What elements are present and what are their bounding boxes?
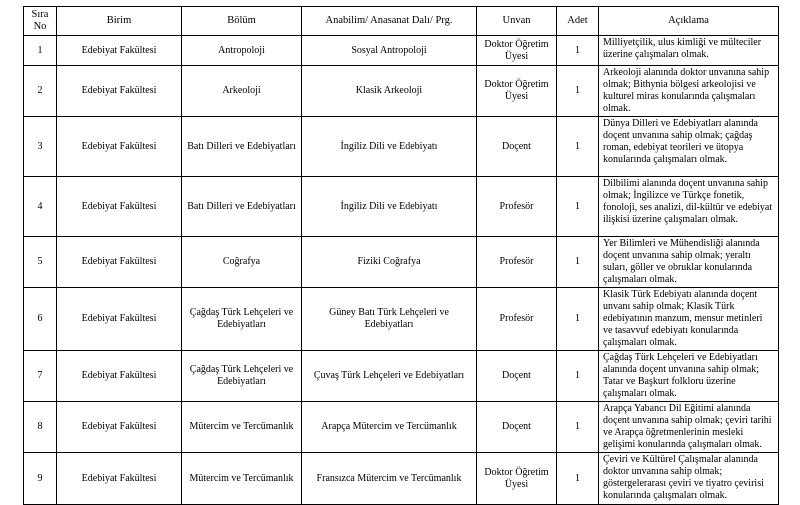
cell-unvan: Doktor Öğretim Üyesi [477, 453, 557, 505]
header-sira: Sıra No [24, 7, 57, 36]
cell-anabilim: Sosyal Antropoloji [302, 36, 477, 66]
cell-aciklama: Dilbilimi alanında doçent unvanına sahip olmak; İngilizce ve Türkçe fonetik, fonoloji, ses analizi, dil-kültür ve edebiyat ilişkisi üzerine çalışmaları olmak. [599, 177, 779, 237]
cell-no: 3 [24, 117, 57, 177]
cell-birim: Edebiyat Fakültesi [57, 117, 182, 177]
cell-aciklama: Yer Bilimleri ve Mühendisliği alanında doçent unvanına sahip olmak; yeraltı suları, göller ve obruklar konularında çalışmaları olmak. [599, 237, 779, 288]
cell-birim: Edebiyat Fakültesi [57, 237, 182, 288]
cell-aciklama: Çeviri ve Kültürel Çalışmalar alanında doktor unvanına sahip olmak; göstergelerarası çeviri ve tiyatro çevirisi konularında çalışmaları olmak. [599, 453, 779, 505]
cell-aciklama: Arapça Yabancı Dil Eğitimi alanında doçent unvanına sahip olmak; çeviri tarihi ve Arapça öğretmenlerinin mesleki gelişimi konularında çalışmaları olmak. [599, 402, 779, 453]
table-row [24, 36, 779, 66]
cell-adet: 1 [557, 351, 599, 402]
header-anabilim: Anabilim/ Anasanat Dalı/ Prg. [302, 7, 477, 36]
cell-anabilim: Klasik Arkeoloji [302, 66, 477, 117]
cell-unvan: Doçent [477, 402, 557, 453]
cell-birim: Edebiyat Fakültesi [57, 36, 182, 66]
cell-aciklama: Çağdaş Türk Lehçeleri ve Edebiyatları alanında doçent unvanına sahip olmak; Tatar ve Başkurt folkloru üzerine çalışmaları olmak. [599, 351, 779, 402]
cell-birim: Edebiyat Fakültesi [57, 288, 182, 351]
table-row [24, 177, 779, 237]
cell-bolum: Mütercim ve Tercümanlık [182, 453, 302, 505]
cell-no: 1 [24, 36, 57, 66]
table-row [24, 288, 779, 351]
cell-aciklama: Arkeoloji alanında doktor unvanına sahip olmak; Bithynia bölgesi arkeolojisi ve kulturel miras konularında çalışmaları olmak. [599, 66, 779, 117]
cell-anabilim: İngiliz Dili ve Edebiyatı [302, 177, 477, 237]
cell-no: 4 [24, 177, 57, 237]
table-row [24, 453, 779, 505]
cell-no: 6 [24, 288, 57, 351]
cell-birim: Edebiyat Fakültesi [57, 177, 182, 237]
table-row [24, 402, 779, 453]
cell-birim: Edebiyat Fakültesi [57, 453, 182, 505]
cell-no: 7 [24, 351, 57, 402]
cell-unvan: Profesör [477, 237, 557, 288]
cell-anabilim: Fransızca Mütercim ve Tercümanlık [302, 453, 477, 505]
cell-bolum: Batı Dilleri ve Edebiyatları [182, 117, 302, 177]
table-row [24, 66, 779, 117]
cell-no: 5 [24, 237, 57, 288]
cell-anabilim: Çuvaş Türk Lehçeleri ve Edebiyatları [302, 351, 477, 402]
header-row [24, 7, 779, 36]
cell-unvan: Doçent [477, 117, 557, 177]
cell-bolum: Arkeoloji [182, 66, 302, 117]
cell-adet: 1 [557, 177, 599, 237]
header-unvan: Unvan [477, 7, 557, 36]
cell-unvan: Doktor Öğretim Üyesi [477, 66, 557, 117]
table-row [24, 237, 779, 288]
cell-anabilim: Arapça Mütercim ve Tercümanlık [302, 402, 477, 453]
cell-aciklama: Dünya Dilleri ve Edebiyatları alanında doçent unvanına sahip olmak; çağdaş roman, edebiyat teorileri ve ütopya konularında çalışmaları olmak. [599, 117, 779, 177]
cell-no: 2 [24, 66, 57, 117]
cell-adet: 1 [557, 402, 599, 453]
cell-adet: 1 [557, 117, 599, 177]
cell-adet: 1 [557, 453, 599, 505]
cell-anabilim: İngiliz Dili ve Edebiyatı [302, 117, 477, 177]
cell-bolum: Çağdaş Türk Lehçeleri ve Edebiyatları [182, 351, 302, 402]
header-adet: Adet [557, 7, 599, 36]
cell-unvan: Profesör [477, 177, 557, 237]
header-aciklama: Açıklama [599, 7, 779, 36]
cell-bolum: Batı Dilleri ve Edebiyatları [182, 177, 302, 237]
header-bolum: Bölüm [182, 7, 302, 36]
cell-unvan: Doçent [477, 351, 557, 402]
cell-unvan: Profesör [477, 288, 557, 351]
cell-no: 8 [24, 402, 57, 453]
table-row [24, 117, 779, 177]
positions-table [23, 6, 779, 505]
header-birim: Birim [57, 7, 182, 36]
cell-adet: 1 [557, 237, 599, 288]
cell-adet: 1 [557, 66, 599, 117]
table-row [24, 351, 779, 402]
cell-aciklama: Klasik Türk Edebiyatı alanında doçent unvanı sahip olmak; Klasik Türk edebiyatının manzum, mensur metinleri ve tasavvuf edebiyatı konularında çalışmaları olmak. [599, 288, 779, 351]
cell-bolum: Çağdaş Türk Lehçeleri ve Edebiyatları [182, 288, 302, 351]
cell-adet: 1 [557, 288, 599, 351]
cell-adet: 1 [557, 36, 599, 66]
cell-no: 9 [24, 453, 57, 505]
cell-unvan: Doktor Öğretim Üyesi [477, 36, 557, 66]
cell-anabilim: Güney Batı Türk Lehçeleri ve Edebiyatları [302, 288, 477, 351]
cell-anabilim: Fiziki Coğrafya [302, 237, 477, 288]
cell-birim: Edebiyat Fakültesi [57, 66, 182, 117]
cell-bolum: Antropoloji [182, 36, 302, 66]
cell-bolum: Mütercim ve Tercümanlık [182, 402, 302, 453]
cell-birim: Edebiyat Fakültesi [57, 402, 182, 453]
cell-aciklama: Milliyetçilik, ulus kimliği ve mülteciler üzerine çalışmaları olmak. [599, 36, 779, 66]
cell-bolum: Coğrafya [182, 237, 302, 288]
cell-birim: Edebiyat Fakültesi [57, 351, 182, 402]
